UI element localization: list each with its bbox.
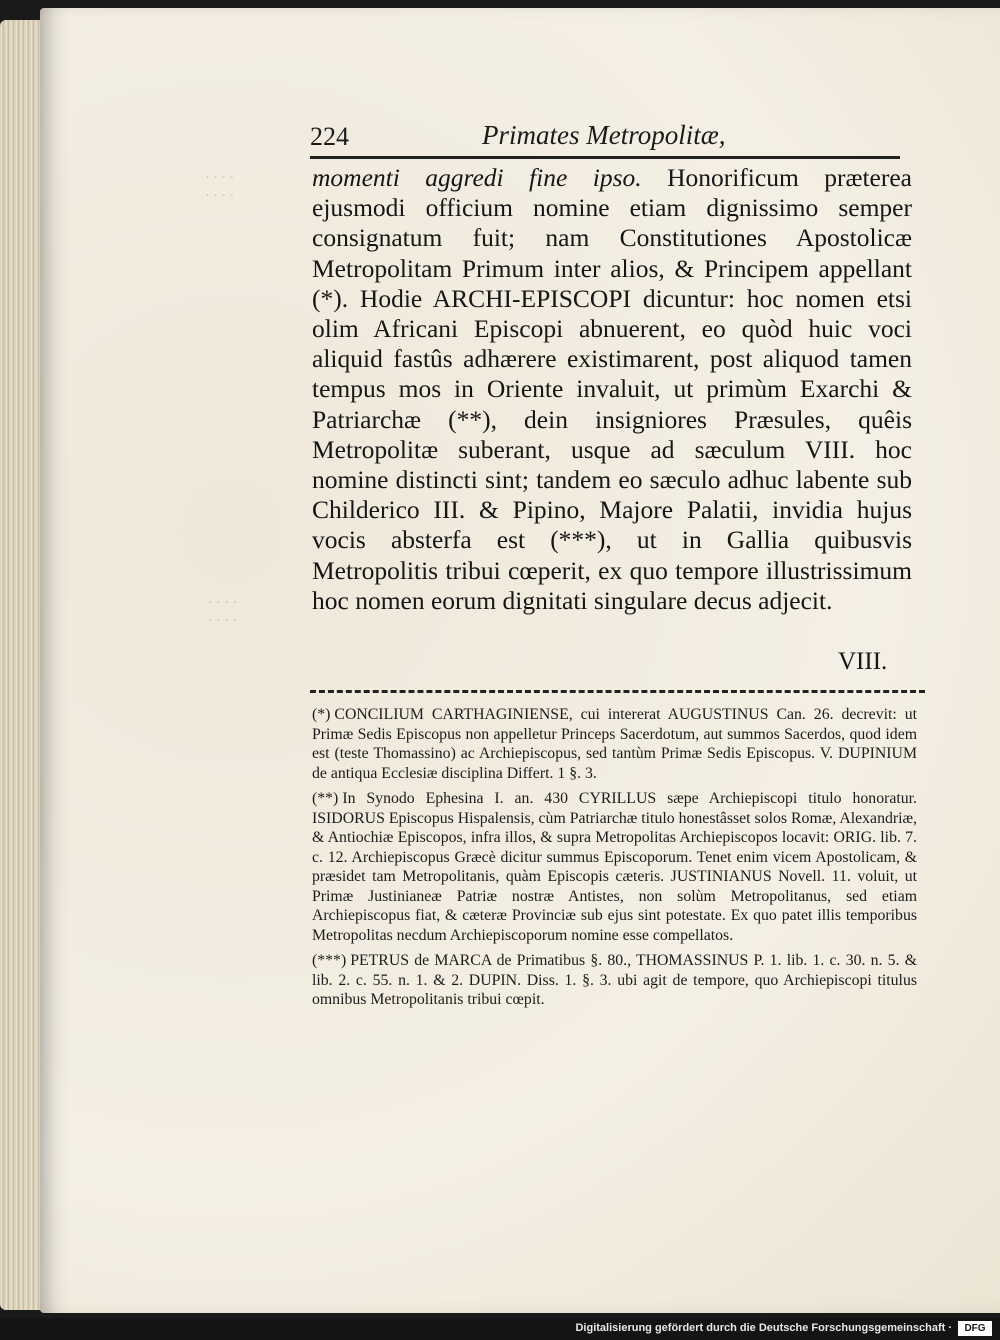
footer-credit: Digitalisierung gefördert durch die Deutsche Forschungsgemeinschaft · [575,1322,952,1334]
dfg-logo-icon: DFG [958,1321,992,1336]
footnotes [312,705,917,1016]
footnote-mark: (**) [312,790,339,807]
lead-italic-text: momenti aggredi fine ipso. [312,163,642,192]
footnote [312,789,917,945]
paragraph-text: Honorificum præterea ejusmodi officium nomine etiam dignissimo semper consignatum fuit; nam Constitutiones Apostolicæ Metropolitam Primum inter alios, & Principem appellant (*). Hodie ARCHI-EPISCOPI dicuntur: hoc nomen etsi olim Africani Episcopi abnuerent, eo quòd huic voci aliquid fastûs adhærere existimarent, post aliquod tamen tempus mos in Oriente invaluit, ut primùm Exarchi & Patriarchæ (**), dein insigniores Præsules, quêis Metropolitæ suberant, usque ad sæculum VIII. hoc nomine distincti sint; tandem eo sæculo adhuc labente sub Childerico III. & Pipino, Majore Palatii, invidia hujus vocis absterfa est (***), ut in Gallia quibusvis Metropolitis tribui cœperit, ex quo tempore illustrissimum hoc nomen eorum dignitati singulare decus adjecit. [312,163,912,615]
footnote-text: PETRUS de MARCA de Primatibus §. 80., THOMASSINUS P. 1. lib. 1. c. 30. n. 5. & lib. 2. c. 55. n. 1. & 2. DUPIN. Diss. 1. §. 3. ubi agit de tempore, quo Archiepiscopi titulus omnibus Metropolitanis tribui cœpit. [312,952,917,1008]
footnote-rule [310,690,925,693]
page-header [310,118,910,158]
main-text [312,163,912,616]
footnote-mark: (*) [312,706,331,723]
running-title: Primates Metropolitæ, [482,120,726,150]
header-rule [310,156,900,159]
main-paragraph [312,163,912,616]
catchword: VIII. [838,648,888,675]
footnote [312,705,917,783]
footnote-mark: (***) [312,952,347,969]
footnote [312,951,917,1010]
show-through-text: · · · · · · · · [205,171,235,204]
footnote-text: In Synodo Ephesina I. an. 430 CYRILLUS sæpe Archiepiscopi titulo honoratur. ISIDORUS Episcopus Hispalensis, cùm Patriarchæ titulo honestâsset solos Romæ, Alexandriæ, & Antiochiæ Episcopos, infra illos, & supra Metropolitas Archiepiscopos locavit: ORIG. lib. 7. c. 12. Archiepiscopus Græcè dicitur summus Episcoporum. Tenet enim vicem Apostolicam, & præsidet tam Metropolitanis, quàm Episcopis cæteris. JUSTINIANUS Novell. 11. voluit, ut Primæ Justinianeæ Patriæ nostræ Antistes, non solùm Metropolitanus, sed etiam Archiepiscopus fiat, & cæteræ Provinciæ sub ejus sint potestate. Ex quo patet illis temporibus Metropolitas necdum Archiepiscoporum nomine esse compellatos. [312,790,917,944]
page-number: 224 [310,122,349,151]
show-through-text: · · · · · · · · [208,596,238,629]
footnote-text: CONCILIUM CARTHAGINIENSE, cui intererat AUGUSTINUS Can. 26. decrevit: ut Primæ Sedis Episcopus non appelletur Princeps Sacerdotum, aut summos Sacerdos, quod idem est (teste Thomassino) ac Archiepiscopus, sed tantùm Primæ Sedis Episcopus. V. DUPINIUM de antiqua Ecclesiæ disciplina Differt. 1 §. 3. [312,706,917,782]
